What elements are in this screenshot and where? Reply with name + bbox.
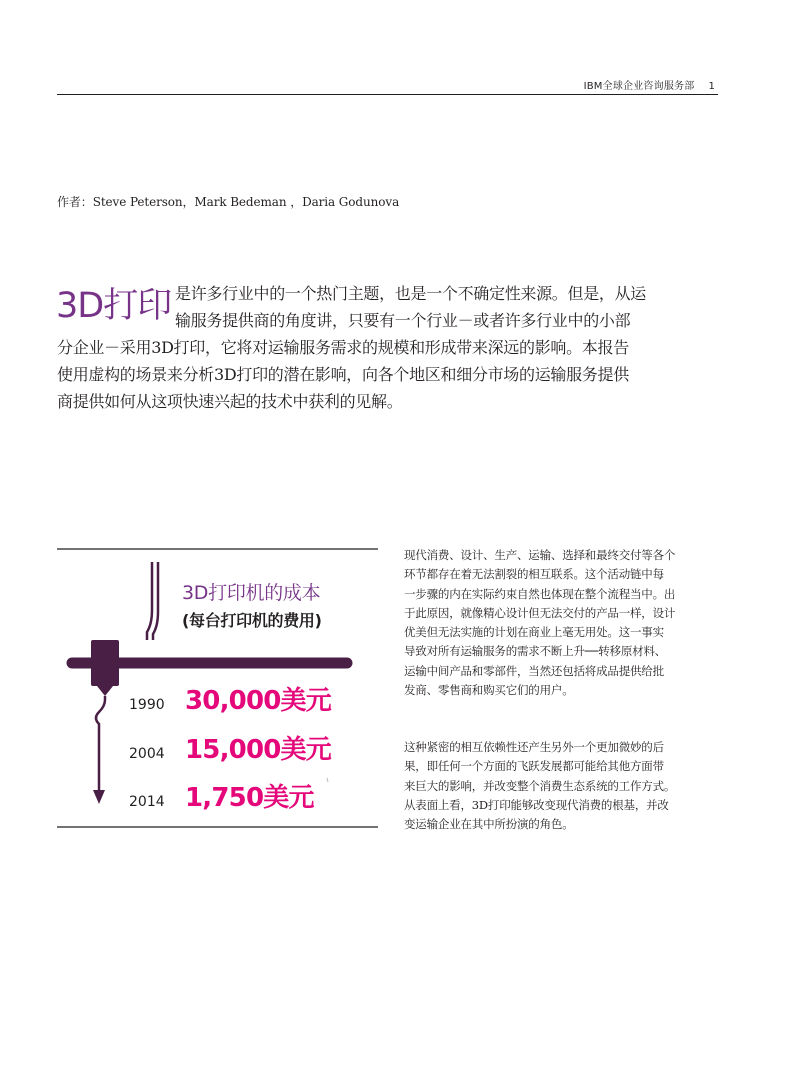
body-line: 运输中间产品和零部件，当然还包括将成品提供给批 [404,663,664,678]
cost-row [129,777,314,814]
infographic-subtitle: (每台打印机的费用) [182,611,322,630]
running-header [584,77,715,92]
header-divider [57,94,718,95]
body-line: 于此原因，就像精心设计但无法交付的产品一样，设计 [404,605,676,620]
infographic-title: 3D打印机的成本 [182,582,321,604]
printer-cost-infographic [57,548,378,828]
intro-line: 使用虚构的场景来分析3D打印的潜在影响，向各个地区和细分市场的运输服务提供 [57,365,629,384]
intro-line: 商提供如何从这项快速兴起的技术中获利的见解。 [57,392,403,411]
filament-cable [153,562,158,640]
intro-dropcap: 3D打印 [56,286,172,326]
body-line: 变运输企业在其中所扮演的角色。 [404,817,574,832]
arrow-down-icon [93,790,105,804]
body-line: 来巨大的影响，并改变整个消费生态系统的工作方式。 [404,778,676,793]
intro-line: 是许多行业中的一个热门主题，也是一个不确定性来源。但是，从运 [175,284,647,303]
body-line: 果，即任何一个方面的飞跃发展都可能给其他方面带 [404,759,664,774]
page-number: 1 [708,81,715,92]
cost-row [129,680,331,717]
print-head [91,640,119,686]
cost-amount: 15,000美元 [185,735,331,765]
filament-cable [147,562,152,640]
intro-line: 分企业－采用3D打印，它将对运输服务需求的规模和形成带来深远的影响。本报告 [57,338,629,357]
header-org: IBM全球企业咨询服务部 [583,81,695,92]
authors-line: 作者：Steve Peterson，Mark Bedeman ，Daria Godunova [57,195,400,209]
extrusion-path [96,696,105,792]
print-nozzle [97,686,113,696]
body-paragraph-1 [404,546,724,700]
body-line: 这种紧密的相互依赖性还产生另外一个更加微妙的后 [404,740,664,754]
cost-year: 2014 [129,794,165,810]
body-line: 环节都存在着无法割裂的相互联系。这个活动链中每 [404,567,664,582]
body-line: 发商、零售商和购买它们的用户。 [404,683,574,698]
body-line: 从表面上看，3D打印能够改变现代消费的根基，并改 [404,797,669,812]
cost-row [129,729,331,766]
cost-amount: 30,000美元 [185,686,331,716]
decorative-mark [327,778,328,782]
cost-year: 1990 [129,697,165,713]
cost-amount: 1,750美元 [185,783,314,813]
body-line: 导致对所有运输服务的需求不断上升──转移原材料、 [404,644,667,659]
body-line: 一步骤的内在实际约束自然也体现在整个流程当中。出 [404,586,676,601]
body-line: 优美但无法实施的计划在商业上毫无用处。这一事实 [404,625,664,640]
cost-year: 2004 [129,746,165,762]
intro-line: 输服务提供商的角度讲，只要有一个行业－或者许多行业中的小部 [175,311,631,330]
body-paragraph-2 [404,738,724,834]
body-line: 现代消费、设计、生产、运输、选择和最终交付等各个 [404,548,676,562]
